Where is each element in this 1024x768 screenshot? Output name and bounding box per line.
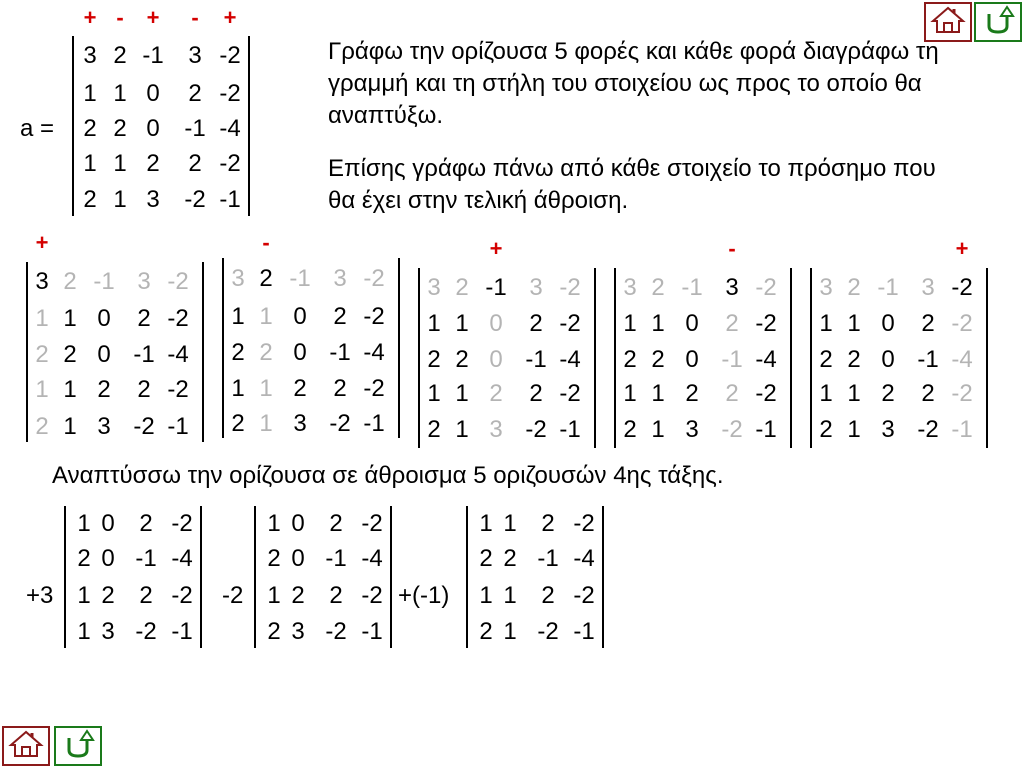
copy-cell: 1 — [847, 416, 861, 443]
matrix-cell: -1 — [219, 186, 241, 213]
copy-cell: 2 — [455, 274, 469, 301]
minor-cell: 2 — [541, 582, 555, 609]
copy-cell: 1 — [455, 310, 469, 337]
copy-cell: 3 — [819, 274, 833, 301]
copy-cell: 1 — [259, 375, 273, 402]
minor-cell: 1 — [479, 510, 493, 537]
matrix-cell: 1 — [113, 150, 127, 177]
copy-cell: 1 — [847, 310, 861, 337]
minor-cell: 1 — [77, 618, 91, 645]
copy-left-bar — [222, 258, 224, 438]
copy-cell: -2 — [133, 413, 155, 440]
matrix-cell: -2 — [219, 42, 241, 69]
matrix-cell: -4 — [219, 115, 241, 142]
copy-cell: -2 — [951, 274, 973, 301]
minor-cell: -1 — [325, 545, 347, 572]
copy-cell: 2 — [35, 413, 49, 440]
copy-cell: 1 — [63, 376, 77, 403]
copy-cell: -1 — [167, 413, 189, 440]
minor-cell: 2 — [541, 510, 555, 537]
copy-cell: 1 — [427, 380, 441, 407]
copy-cell: 3 — [725, 274, 739, 301]
copy-cell: 2 — [651, 346, 665, 373]
copy-cell: -2 — [559, 274, 581, 301]
copy-cell: -2 — [363, 265, 385, 292]
minor-cell: -1 — [573, 618, 595, 645]
minor-cell: -2 — [171, 582, 193, 609]
matrix-cell: 3 — [146, 186, 160, 213]
copy-cell: -1 — [329, 339, 351, 366]
copy-cell: 3 — [685, 416, 699, 443]
copy-cell: -1 — [289, 265, 311, 292]
minor-cell: 2 — [329, 582, 343, 609]
copy-cell: -2 — [363, 375, 385, 402]
minor-cell: 2 — [101, 582, 115, 609]
minor-cell: -2 — [361, 510, 383, 537]
copy-cell: 2 — [529, 380, 543, 407]
minor-cell: 2 — [479, 618, 493, 645]
minor-cell: -2 — [573, 582, 595, 609]
copy-cell: 2 — [231, 339, 245, 366]
minor-left-bar — [64, 506, 66, 648]
copy-cell: 2 — [489, 380, 503, 407]
copy-cell: 3 — [35, 268, 49, 295]
copy-cell: -1 — [363, 410, 385, 437]
copy-cell: 2 — [455, 346, 469, 373]
copy-cell: 0 — [489, 310, 503, 337]
return-arrow-icon — [981, 4, 1015, 41]
copy-sign: + — [955, 236, 969, 261]
copy-cell: 3 — [293, 410, 307, 437]
minor-cell: 0 — [101, 510, 115, 537]
minor-cell: 2 — [479, 545, 493, 572]
minor-cell: -2 — [135, 618, 157, 645]
copy-cell: 2 — [137, 305, 151, 332]
copy-cell: 3 — [137, 268, 151, 295]
minor-cell: 1 — [77, 582, 91, 609]
copy-right-bar — [202, 262, 204, 442]
copy-cell: 2 — [97, 376, 111, 403]
minor-cell: 1 — [77, 510, 91, 537]
matrix-cell: -1 — [142, 42, 164, 69]
copy-cell: -2 — [917, 416, 939, 443]
copy-sign: + — [489, 236, 503, 261]
copy-cell: 1 — [651, 416, 665, 443]
copy-cell: -1 — [133, 341, 155, 368]
copy-cell: 1 — [623, 380, 637, 407]
minor-cell: -2 — [361, 582, 383, 609]
copy-sign: - — [262, 230, 270, 255]
copy-cell: -1 — [877, 274, 899, 301]
minor-cell: 1 — [267, 582, 281, 609]
copy-cell: 2 — [333, 375, 347, 402]
copy-cell: 0 — [293, 303, 307, 330]
copy-cell: 2 — [231, 410, 245, 437]
minor-cell: -2 — [171, 510, 193, 537]
copy-cell: 3 — [921, 274, 935, 301]
copy-cell: 0 — [97, 341, 111, 368]
copy-right-bar — [398, 258, 400, 438]
minor-cell: -1 — [361, 618, 383, 645]
copy-cell: -1 — [721, 346, 743, 373]
copy-cell: 2 — [847, 346, 861, 373]
minor-coefficient: +(-1) — [398, 582, 450, 609]
copy-cell: 2 — [881, 380, 895, 407]
matrix-cell: 1 — [113, 186, 127, 213]
copy-cell: -1 — [485, 274, 507, 301]
copy-cell: 2 — [333, 303, 347, 330]
copy-cell: -4 — [363, 339, 385, 366]
copy-cell: 1 — [651, 380, 665, 407]
minor-right-bar — [390, 506, 392, 648]
copy-left-bar — [810, 268, 812, 448]
matrix-cell: 2 — [146, 150, 160, 177]
minor-cell: 1 — [503, 510, 517, 537]
return-arrow-icon — [61, 728, 95, 765]
minor-coefficient: +3 — [26, 582, 54, 609]
copy-cell: 2 — [63, 341, 77, 368]
matrix-cell: 1 — [83, 80, 97, 107]
copy-cell: 2 — [427, 416, 441, 443]
copy-sign: + — [35, 230, 49, 255]
determinant-left-bar — [72, 36, 74, 216]
copy-cell: 3 — [529, 274, 543, 301]
copy-cell: -2 — [721, 416, 743, 443]
copy-cell: -2 — [951, 310, 973, 337]
copy-cell: 0 — [881, 346, 895, 373]
minor-cell: 2 — [291, 582, 305, 609]
matrix-cell: 2 — [188, 150, 202, 177]
minor-cell: -4 — [171, 545, 193, 572]
copy-cell: 2 — [847, 274, 861, 301]
minor-cell: -2 — [325, 618, 347, 645]
copy-cell: -2 — [559, 310, 581, 337]
copy-cell: 1 — [231, 375, 245, 402]
matrix-cell: 3 — [83, 42, 97, 69]
column-sign: - — [191, 5, 199, 30]
column-sign: - — [116, 5, 124, 30]
minor-right-bar — [200, 506, 202, 648]
copy-cell: 1 — [63, 413, 77, 440]
matrix-cell: 0 — [146, 115, 160, 142]
column-sign: + — [223, 5, 237, 30]
expansion-sentence: Αναπτύσσω την ορίζουσα σε άθροισμα 5 οριζουσών 4ης τάξης. — [52, 462, 724, 489]
copy-cell: 1 — [847, 380, 861, 407]
home-button-bottom[interactable] — [2, 726, 50, 766]
copy-cell: 0 — [97, 305, 111, 332]
copy-cell: 2 — [921, 380, 935, 407]
copy-left-bar — [418, 268, 420, 448]
copy-cell: -2 — [525, 416, 547, 443]
copy-left-bar — [26, 262, 28, 442]
copy-cell: 1 — [819, 310, 833, 337]
matrix-cell: 2 — [113, 42, 127, 69]
minor-cell: 3 — [291, 618, 305, 645]
matrix-cell: 3 — [188, 42, 202, 69]
copy-cell: -2 — [363, 303, 385, 330]
explanation-paragraph-1: Γράφω την ορίζουσα 5 φορές και κάθε φορά διαγράφω τη γραμμή και τη στήλη του στοιχείου ως προς το οποίο θα αναπτύξω. — [328, 38, 939, 129]
minor-left-bar — [254, 506, 256, 648]
minor-cell: 0 — [291, 545, 305, 572]
copy-cell: 3 — [97, 413, 111, 440]
matrix-cell: 1 — [113, 80, 127, 107]
copy-cell: 2 — [725, 380, 739, 407]
copy-cell: 1 — [259, 410, 273, 437]
copy-cell: 1 — [35, 305, 49, 332]
home-icon — [930, 5, 966, 40]
copy-cell: -1 — [525, 346, 547, 373]
minor-cell: 2 — [267, 618, 281, 645]
copy-cell: 2 — [819, 346, 833, 373]
minor-cell: 2 — [139, 510, 153, 537]
matrix-cell: 2 — [83, 186, 97, 213]
copy-cell: 0 — [293, 339, 307, 366]
copy-cell: -2 — [167, 305, 189, 332]
matrix-cell: 0 — [146, 80, 160, 107]
home-icon — [8, 729, 44, 764]
copy-cell: -4 — [755, 346, 777, 373]
copy-cell: 2 — [623, 416, 637, 443]
minor-cell: 0 — [291, 510, 305, 537]
matrix-cell: 1 — [83, 150, 97, 177]
copy-cell: 2 — [137, 376, 151, 403]
copy-cell: -2 — [755, 380, 777, 407]
copy-cell: -2 — [167, 268, 189, 295]
copy-cell: 2 — [293, 375, 307, 402]
copy-cell: 3 — [427, 274, 441, 301]
copy-cell: 1 — [231, 303, 245, 330]
back-button-bottom[interactable] — [54, 726, 102, 766]
copy-sign: - — [728, 236, 736, 261]
minor-cell: 1 — [503, 618, 517, 645]
copy-cell: -1 — [93, 268, 115, 295]
copy-right-bar — [986, 268, 988, 448]
copy-right-bar — [790, 268, 792, 448]
minor-cell: 2 — [77, 545, 91, 572]
copy-cell: 2 — [651, 274, 665, 301]
copy-cell: -1 — [951, 416, 973, 443]
column-sign: + — [83, 5, 97, 30]
minor-cell: -4 — [361, 545, 383, 572]
minor-coefficient: -2 — [222, 582, 244, 609]
copy-right-bar — [594, 268, 596, 448]
copy-cell: 3 — [333, 265, 347, 292]
minor-cell: 2 — [329, 510, 343, 537]
matrix-cell: -1 — [184, 115, 206, 142]
back-button[interactable] — [974, 2, 1022, 42]
copy-cell: 1 — [35, 376, 49, 403]
minor-cell: 1 — [503, 582, 517, 609]
copy-cell: 2 — [259, 265, 273, 292]
copy-cell: -4 — [951, 346, 973, 373]
copy-cell: 0 — [685, 346, 699, 373]
minor-cell: 2 — [267, 545, 281, 572]
minor-cell: 0 — [101, 545, 115, 572]
copy-cell: -2 — [755, 310, 777, 337]
copy-cell: -2 — [951, 380, 973, 407]
copy-cell: 3 — [489, 416, 503, 443]
copy-cell: 2 — [685, 380, 699, 407]
matrix-cell: -2 — [219, 150, 241, 177]
minor-cell: -2 — [537, 618, 559, 645]
copy-cell: 2 — [819, 416, 833, 443]
column-sign: + — [146, 5, 160, 30]
copy-cell: 2 — [623, 346, 637, 373]
minor-cell: 2 — [503, 545, 517, 572]
copy-cell: 1 — [427, 310, 441, 337]
copy-cell: 1 — [623, 310, 637, 337]
minor-cell: -2 — [573, 510, 595, 537]
copy-cell: 3 — [623, 274, 637, 301]
copy-cell: -4 — [167, 341, 189, 368]
minor-cell: -4 — [573, 545, 595, 572]
copy-cell: -1 — [755, 416, 777, 443]
copy-cell: 2 — [35, 341, 49, 368]
copy-left-bar — [614, 268, 616, 448]
copy-cell: 0 — [489, 346, 503, 373]
copy-cell: -2 — [167, 376, 189, 403]
matrix-cell: 2 — [83, 115, 97, 142]
minor-right-bar — [602, 506, 604, 648]
copy-cell: 1 — [455, 380, 469, 407]
copy-cell: -2 — [329, 410, 351, 437]
minor-cell: -1 — [171, 618, 193, 645]
copy-cell: -1 — [917, 346, 939, 373]
matrix-cell: -2 — [219, 80, 241, 107]
copy-cell: 1 — [63, 305, 77, 332]
minor-cell: 3 — [101, 618, 115, 645]
matrix-cell: -2 — [184, 186, 206, 213]
copy-cell: 2 — [63, 268, 77, 295]
copy-cell: 1 — [651, 310, 665, 337]
copy-cell: 0 — [685, 310, 699, 337]
copy-cell: 1 — [819, 380, 833, 407]
copy-cell: -2 — [755, 274, 777, 301]
copy-cell: -1 — [681, 274, 703, 301]
copy-cell: 3 — [881, 416, 895, 443]
minor-cell: 1 — [479, 582, 493, 609]
explanation-paragraph-2: Επίσης γράφω πάνω από κάθε στοιχείο το πρόσημο που θα έχει στην τελική άθροιση. — [328, 155, 936, 214]
copy-cell: 2 — [259, 339, 273, 366]
minor-cell: 1 — [267, 510, 281, 537]
copy-cell: -1 — [559, 416, 581, 443]
copy-cell: 0 — [881, 310, 895, 337]
matrix-cell: 2 — [113, 115, 127, 142]
matrix-label: a = — [20, 115, 55, 142]
copy-cell: 2 — [921, 310, 935, 337]
matrix-cell: 2 — [188, 80, 202, 107]
copy-cell: 2 — [427, 346, 441, 373]
copy-cell: 1 — [455, 416, 469, 443]
minor-cell: -1 — [135, 545, 157, 572]
minor-cell: -1 — [537, 545, 559, 572]
copy-cell: -4 — [559, 346, 581, 373]
determinant-right-bar — [248, 36, 250, 216]
minor-left-bar — [466, 506, 468, 648]
copy-cell: 2 — [725, 310, 739, 337]
copy-cell: 1 — [259, 303, 273, 330]
copy-cell: 2 — [529, 310, 543, 337]
copy-cell: -2 — [559, 380, 581, 407]
copy-cell: 3 — [231, 265, 245, 292]
minor-cell: 2 — [139, 582, 153, 609]
